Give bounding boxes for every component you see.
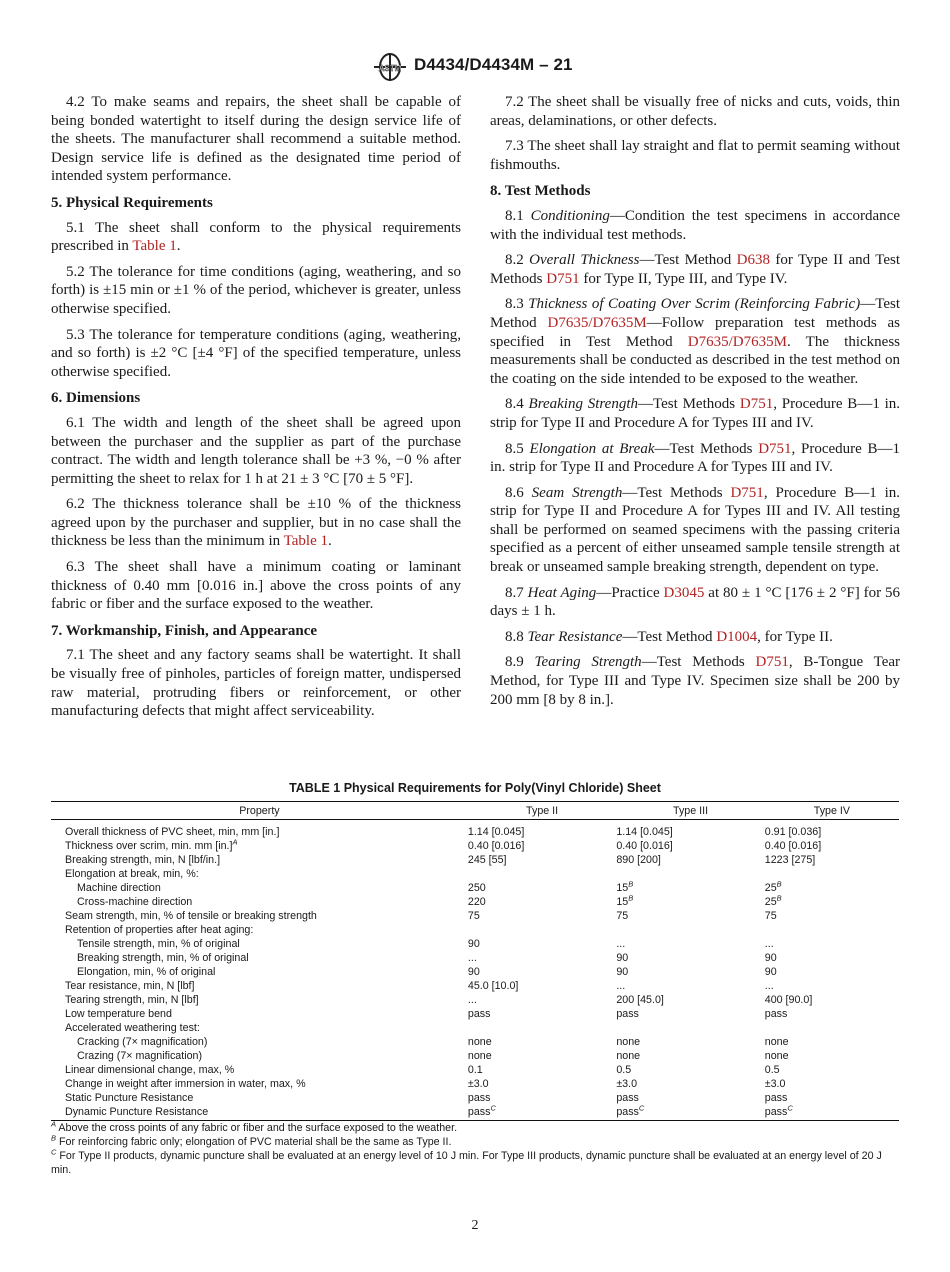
column-header-type-iii: Type III bbox=[616, 802, 764, 820]
footnote-marker-c: C bbox=[787, 1103, 793, 1113]
d751-link[interactable]: D751 bbox=[739, 396, 774, 413]
left-column bbox=[51, 93, 461, 728]
astm-logo-icon bbox=[372, 52, 408, 82]
d751-link[interactable]: D751 bbox=[758, 440, 792, 457]
column-header-property: Property bbox=[51, 802, 468, 820]
table-row: Cross-machine direction 220 $15^B$ $25^B$ bbox=[77, 893, 782, 908]
paragraph-5-2: 5.2 The tolerance for time conditions (aging, weathering, and so forth) is ±15 min or ±1 % of the period, whichever is greater, unless otherwise specified. bbox=[51, 263, 461, 317]
d1004-link[interactable]: D1004 bbox=[716, 628, 758, 645]
table-row: Crazing (7× magnification) none none none bbox=[77, 1050, 789, 1062]
paragraph-5-1: 5.1 The sheet shall conform to the physical requirements prescribed in Table 1. bbox=[51, 219, 461, 255]
footnote-c: $^C$ For Type II products, dynamic puncture shall be evaluated at an energy level of 10 J min. For Type III products, dynamic puncture shall be evaluated at an energy level of 20 J min. bbox=[51, 1147, 882, 1176]
column-header-type-ii: Type II bbox=[468, 802, 616, 820]
table-row: Change in weight after immersion in water, max, % ±3.0 ±3.0 ±3.0 bbox=[65, 1078, 786, 1090]
paragraph-8-4: 8.4 Breaking Strength—Test Methods D751, Procedure B—1 in. strip for Type II and Procedure A for Types III and IV. bbox=[490, 396, 901, 431]
right-column bbox=[490, 93, 900, 716]
footnote-a: $^A$ Above the cross points of any fabric or fiber and the surface exposed to the weather. bbox=[51, 1119, 458, 1134]
table-row: Breaking strength, min, % of original ... 90 90 bbox=[77, 952, 777, 964]
paragraph-6-2: 6.2 The thickness tolerance shall be ±10 % of the thickness agreed upon by the purchaser and supplier, but in no case shall the thickness be less than the minimum in Table 1. bbox=[51, 496, 461, 550]
table-row: Retention of properties after heat aging: bbox=[65, 924, 254, 936]
table-row: Thickness over scrim, min. mm $[in.]^A$ 0.40 [0.016] 0.40 [0.016] 0.40 [0.016] bbox=[65, 837, 822, 852]
footnote-marker-c: C bbox=[490, 1103, 496, 1113]
paragraph-8-6: 8.6 Seam Strength—Test Methods D751, Procedure B—1 in. strip for Type II and Procedure A for Types III and IV. All testing shall be performed on seamed specimens with the passing criteria specified as a percent of either unseamed sample tensile strength at break or unseamed sample breaking strength, dependent on type. bbox=[490, 484, 901, 576]
table-row: Elongation, min, % of original 90 90 90 bbox=[77, 966, 777, 978]
physical-requirements-table bbox=[51, 801, 899, 1121]
d751-link[interactable]: D751 bbox=[546, 270, 580, 287]
footnote-b: $^B$ For reinforcing fabric only; elongation of PVC material shall be the same as Type II. bbox=[51, 1133, 452, 1148]
table-1-link[interactable]: Table 1 bbox=[283, 533, 328, 550]
table-row: Overall thickness of PVC sheet, min, mm [in.] 1.14 [0.045] 1.14 [0.045] 0.91 [0.036] bbox=[65, 826, 822, 838]
section-8-heading: 8. Test Methods bbox=[490, 183, 591, 200]
paragraph-8-8: 8.8 Tear Resistance—Test Method D1004, for Type II. bbox=[505, 628, 833, 645]
table-row: Breaking strength, min, N [lbf/in.] 245 [55] 890 [200] 1223 [275] bbox=[65, 854, 816, 866]
paragraph-8-7: 8.7 Heat Aging—Practice D3045 at 80 ± 1 °C [176 ± 2 °F] for 56 days ± 1 h. bbox=[490, 584, 901, 620]
paragraph-7-3: 7.3 The sheet shall lay straight and flat to permit seaming without fishmouths. bbox=[490, 138, 900, 173]
table-footnotes bbox=[51, 1121, 899, 1177]
footnote-marker-b: B bbox=[628, 879, 634, 889]
table-row: Low temperature bend pass pass pass bbox=[65, 1008, 788, 1020]
paragraph-8-1: 8.1 Conditioning—Condition the test specimens in accordance with the individual test methods. bbox=[490, 207, 900, 243]
table-row: Dynamic Puncture Resistance pass$^C$ pass$^C$ pass$^C$ bbox=[51, 1105, 899, 1121]
footnote-marker-b: B bbox=[776, 893, 782, 903]
paragraph-4-2: 4.2 To make seams and repairs, the sheet shall be capable of being bonded watertight to itself during the design service life of the sheets. The manufacturer shall recommend a suitable method. Design service life is defined as the designated time period of intended system performance. bbox=[51, 94, 461, 185]
footnote-marker-a: A bbox=[232, 837, 238, 847]
section-7-heading: 7. Workmanship, Finish, and Appearance bbox=[51, 622, 318, 639]
page-number: 2 bbox=[471, 1218, 479, 1233]
table-row: Static Puncture Resistance pass pass pass bbox=[65, 1092, 788, 1104]
paragraph-8-3: 8.3 Thickness of Coating Over Scrim (Reinforcing Fabric)—Test Method D7635/D7635M—Follow preparation test methods as specified in Test Method D7635/D7635M. The thickness measurements shall be conducted as described in the test method on the coating on the side intended to be exposed to the weather. bbox=[490, 296, 901, 387]
document-id: D4434/D4434M – 21 bbox=[414, 55, 573, 74]
paragraph-8-5: 8.5 Elongation at Break—Test Methods D751, Procedure B—1 in. strip for Type II and Procedure A for Types III and IV. bbox=[490, 440, 901, 476]
table-header-row bbox=[51, 802, 899, 820]
table-1-link[interactable]: Table 1 bbox=[132, 238, 177, 255]
section-6-heading: 6. Dimensions bbox=[51, 390, 141, 407]
d751-link[interactable]: D751 bbox=[730, 484, 764, 501]
table-row: Linear dimensional change, max, % 0.1 0.5 0.5 bbox=[65, 1064, 780, 1076]
footnote-marker-b: B bbox=[776, 879, 782, 889]
paragraph-6-3: 6.3 The sheet shall have a minimum coating or laminant thickness of 0.40 mm [0.016 in.] above the cross points of any fabric or fiber and the surface exposed to the weather. bbox=[51, 559, 461, 613]
paragraph-8-2: 8.2 Overall Thickness—Test Method D638 for Type II and Test Methods D751 for Type II, Type III, and Type IV. bbox=[490, 252, 901, 287]
table-row: Seam strength, min, % of tensile or breaking strength 75 75 75 bbox=[65, 910, 777, 922]
svg-text:ASTM: ASTM bbox=[378, 64, 402, 73]
d7635-link[interactable]: D7635/D7635M bbox=[547, 314, 647, 331]
table-caption: TABLE 1 Physical Requirements for Poly(Vinyl Chloride) Sheet bbox=[289, 781, 661, 795]
paragraph-8-9: 8.9 Tearing Strength—Test Methods D751, B-Tongue Tear Method, for Type III and Type IV. Specimen size shall be 200 by 200 mm [8 by 8 in.]. bbox=[490, 654, 901, 708]
footnote-marker-c: C bbox=[638, 1103, 645, 1113]
d3045-link[interactable]: D3045 bbox=[663, 584, 705, 601]
table-row: Elongation at break, min, %: bbox=[65, 868, 199, 880]
table-row: Cracking (7× magnification) none none none bbox=[77, 1036, 789, 1048]
column-header-type-iv: Type IV bbox=[765, 802, 899, 820]
paragraph-5-3: 5.3 The tolerance for temperature conditions (aging, weathering, and so forth) is ±2 °C [±4 °F] of the specified temperature, unless otherwise specified. bbox=[51, 326, 461, 380]
table-row: Accelerated weathering test: bbox=[65, 1022, 200, 1034]
d7635-link[interactable]: D7635/D7635M bbox=[687, 333, 787, 350]
table-row: Tensile strength, min, % of original 90 ... ... bbox=[77, 938, 774, 950]
page-header bbox=[0, 50, 950, 84]
section-5-heading: 5. Physical Requirements bbox=[51, 194, 213, 211]
table-row: Tear resistance, min, N [lbf] 45.0 [10.0] ... ... bbox=[65, 980, 774, 992]
table-row: Machine direction 250 $15^B$ $25^B$ bbox=[77, 879, 782, 894]
table-row: Tearing strength, min, N [lbf] ... 200 [45.0] 400 [90.0] bbox=[65, 994, 813, 1006]
d638-link[interactable]: D638 bbox=[736, 252, 771, 269]
d751-link[interactable]: D751 bbox=[755, 654, 789, 671]
paragraph-7-2: 7.2 The sheet shall be visually free of nicks and cuts, voids, thin areas, delaminations, or other defects. bbox=[490, 94, 900, 129]
paragraph-6-1: 6.1 The width and length of the sheet shall be agreed upon between the purchaser and the supplier as part of the purchase contract. The width and length tolerance shall be +3 %, −0 % after permitting the sheet to relax for 1 h at 21 ± 3 °C [70 ± 5 °F]. bbox=[51, 414, 461, 487]
footnote-marker-b: B bbox=[628, 893, 634, 903]
paragraph-7-1: 7.1 The sheet and any factory seams shall be watertight. It shall be visually free of pinholes, particles of foreign matter, undispersed raw material, protruding fibers or reinforcement, or other manufacturing defects that might affect serviceability. bbox=[51, 647, 461, 720]
